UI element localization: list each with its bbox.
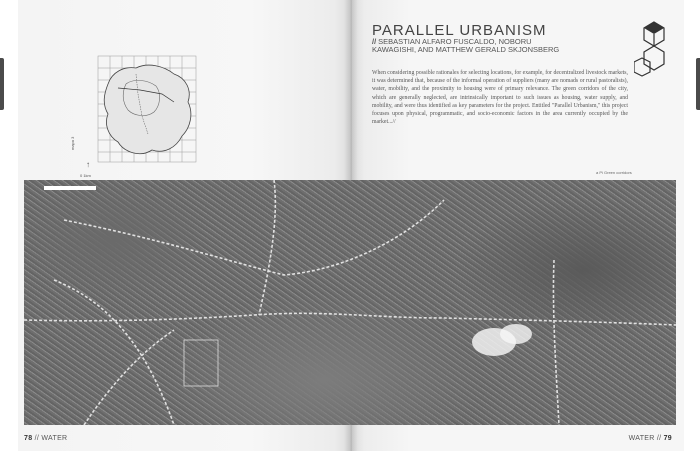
map-scale: 0 1km xyxy=(80,173,91,178)
photo-caption: a Pi Green corridors xyxy=(596,170,632,175)
aerial-photograph xyxy=(24,180,676,425)
authors-prefix: // xyxy=(372,37,377,46)
left-folio xyxy=(24,435,67,442)
left-folio-separator: // xyxy=(34,435,40,442)
article-authors xyxy=(372,38,572,54)
right-folio-separator: // xyxy=(656,435,662,442)
article-body: When considering possible rationales for selecting locations, for example, for decentralized livestock markets, it was determined that, because of the informal operation of suppliers (many are nomads or rural pastoralists), water, mobility, and the proximity to housing were of primary relevance. The green corridors of the city, which are generally neglected, are intrinsically important to such issues as housing, water supply, and mobility, and were thus identified as key parameters for the project. Entitled "Parallel Urbanism," this project focuses upon physical, programmatic, and socio-economic factors in the area currently occupied by the market...// xyxy=(372,70,628,126)
right-folio xyxy=(629,435,672,442)
aerial-overlay xyxy=(24,180,676,425)
authors-names: SEBASTIAN ALFARO FUSCALDO, NOBORU KAWAGISHI, AND MATTHEW GERALD SKJONSBERG xyxy=(372,37,560,54)
left-section-name: WATER xyxy=(41,435,68,442)
left-page-number: 78 xyxy=(24,435,33,442)
north-arrow-icon: ↑ xyxy=(86,160,90,169)
hexagon-logo-icon xyxy=(634,20,674,80)
city-grid-map xyxy=(78,54,198,166)
map-label: mapa 3 xyxy=(70,136,75,150)
right-page-number: 79 xyxy=(663,435,672,442)
next-page-tab[interactable] xyxy=(696,58,700,110)
cloud xyxy=(500,324,532,344)
article-title: PARALLEL URBANISM xyxy=(372,22,547,39)
scale-bar xyxy=(44,186,96,190)
right-section-name: WATER xyxy=(628,435,655,442)
previous-page-tab[interactable] xyxy=(0,58,4,110)
site-highlight xyxy=(184,340,218,386)
